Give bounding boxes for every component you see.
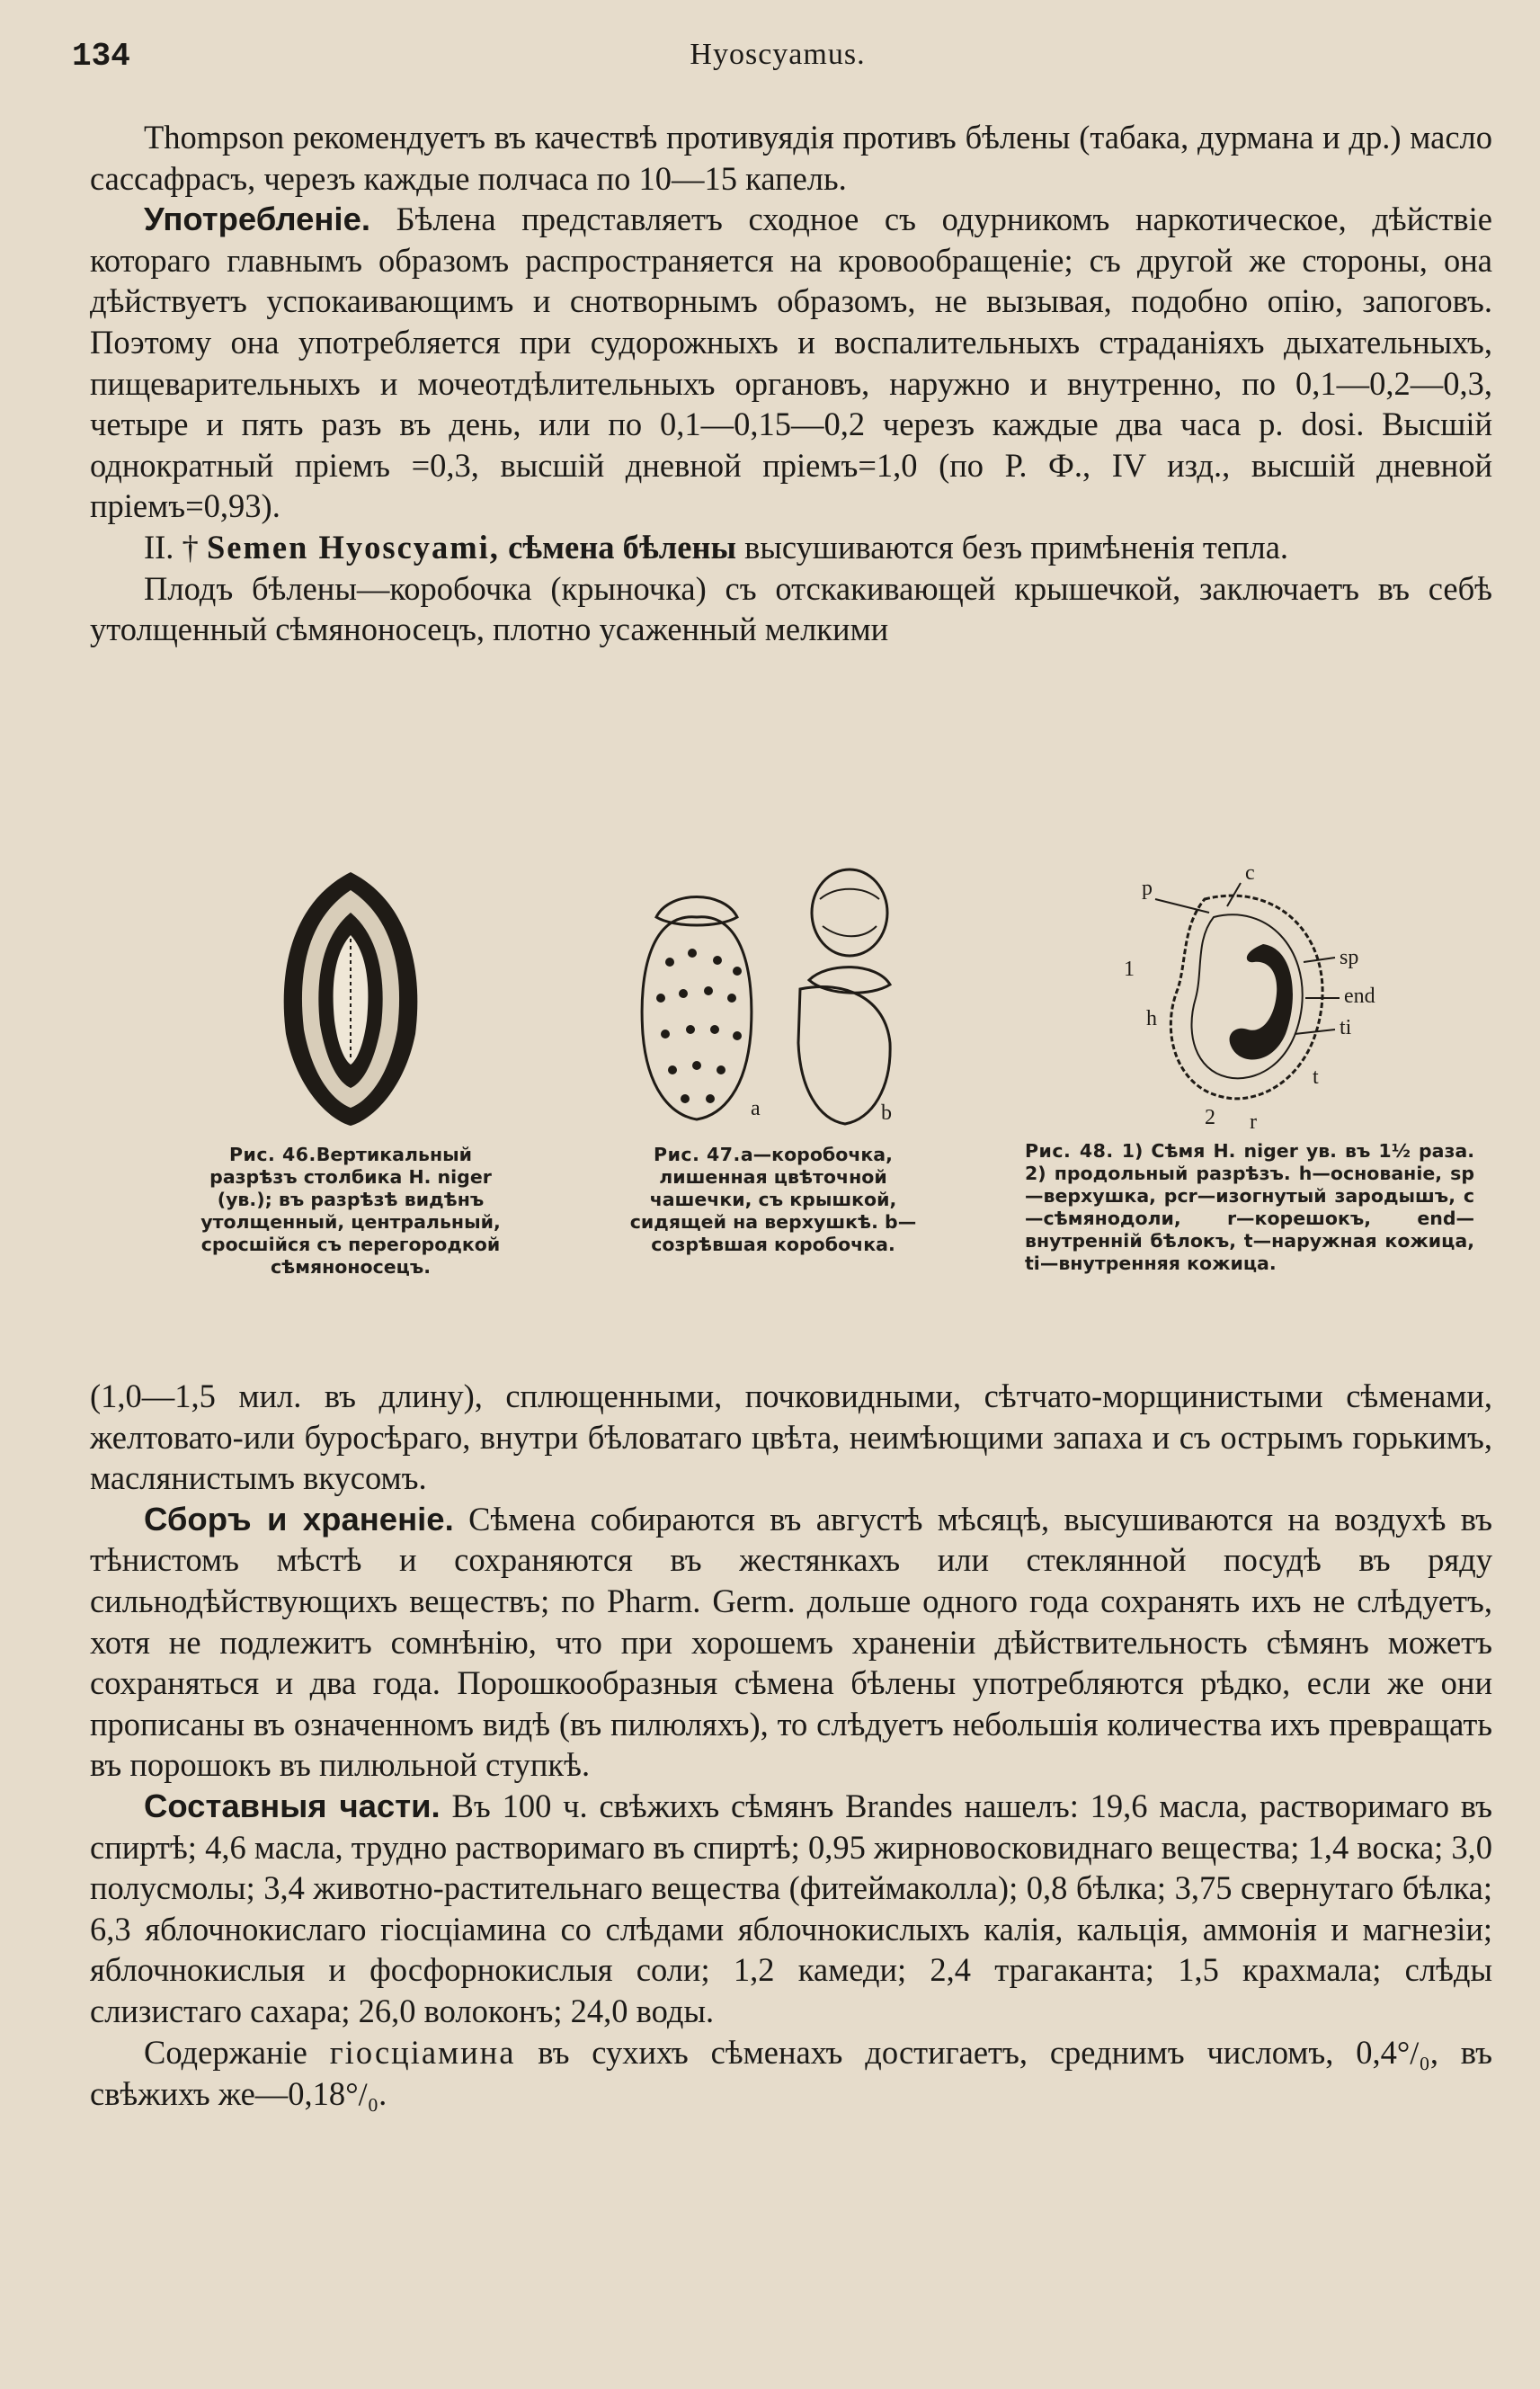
fig46-section-illustration (270, 863, 432, 1133)
figures-row (90, 863, 1492, 1367)
content-text-a: Содержаніе (144, 2033, 330, 2071)
figure-47 (620, 863, 1007, 1256)
fig46-caption-label: Рис. 46. (228, 1144, 316, 1165)
fig48-label-r: r (1250, 1110, 1257, 1133)
fig48-label-p: p (1142, 877, 1153, 900)
content-percent-1: °/₀ (1396, 2034, 1430, 2071)
collection-text: Сѣмена собираются въ августѣ мѣсяцѣ, высушиваются на воздухѣ въ тѣнистомъ мѣстѣ и сохраняются въ жестянкахъ или стеклянной посудѣ въ ряду сильнодѣйствующихъ веществъ; по Pharm. Germ. дольше одного года сохранять ихъ не слѣдуетъ, хотя не подлежитъ сомнѣнію, что при хорошемъ храненіи дѣйствительность сѣмянъ можетъ сохраняться и два года. Порошкообразныя сѣмена бѣлены употребляются рѣдко, если же они прописаны въ означенномъ видѣ (въ пилюляхъ), то слѣдуетъ небольшія количества ихъ превращать въ порошокъ въ пилюльной ступкѣ. (90, 1500, 1492, 1784)
section-heading-components: Составныя части. (144, 1787, 441, 1824)
components-text: Въ 100 ч. свѣжихъ сѣмянъ Brandes нашелъ: 19,6 масла, растворимаго въ спиртѣ; 4,6 масла, трудно растворимаго въ спиртѣ; 0,95 жирновосковиднаго вещества; 1,4 воска; 3,0 полусмолы; 3,4 животно-растительнаго вещества (фитеймаколла); 0,8 бѣлка; 3,75 свернутаго бѣлка; 6,3 яблочнокислаго гіосціамина со слѣдами яблочнокислыхъ калія, кальція, аммонія и магнезіи; яблочнокислыя и фосфорнокислыя соли; 1,2 камеди; 2,4 трагаканта; 1,5 крахмала; слѣды слизистаго сахара; 26,0 волоконъ; 24,0 воды. (90, 1787, 1493, 2029)
fig48-label-t: t (1313, 1065, 1319, 1089)
fig48-label-c: c (1245, 863, 1255, 885)
paragraph-semen (90, 527, 1492, 568)
content-text-c: , въ свѣжихъ же—0,18 (90, 2033, 1492, 2113)
fig47-caption-label: Рис. 47. (654, 1144, 741, 1165)
paragraph-fruit: Плодъ бѣлены—коробочка (крыночка) съ отскакивающей крышечкой, заключаетъ въ себѣ утолщенный сѣмяноносецъ, плотно усаженный мелкими (90, 569, 1492, 648)
fig48-caption-text: 1) Сѣмя H. niger ув. въ 1½ раза. 2) продольный разрѣзъ. h—основаніе, sp—верхушка, pcr—изогнутый зародышъ, c—сѣмянодоли, r—корешокъ, end—внутренній бѣлокъ, t—наружная кожица, ti—внутренняя кожица. (1025, 1140, 1474, 1274)
page-number: 134 (72, 38, 130, 75)
fig47-label-a: a (751, 1097, 761, 1120)
fig46-caption-text: Вертикальный разрѣзъ столбика H. niger (ув.); въ разрѣзѣ видѣнъ утолщенный, центральный, сросшійся съ перегородкой сѣмяноносецъ. (200, 1144, 501, 1278)
fig48-label-ti: ti (1340, 1016, 1352, 1039)
fig48-label-sp: sp (1340, 946, 1359, 969)
fig47-caption (620, 1144, 926, 1256)
fig48-seed-illustration (1025, 863, 1474, 1133)
running-title: Hyoscyamus. (690, 38, 866, 71)
fig48-label-1: 1 (1124, 958, 1135, 981)
fig48-label-end: end (1344, 985, 1375, 1008)
paragraph-components (90, 1786, 1492, 2032)
content-text-b: въ сухихъ сѣменахъ достигаетъ, среднимъ числомъ, 0,4 (515, 2033, 1397, 2071)
fig47-caption-text: a—коробочка, лишенная цвѣточной чашечки, съ крышкой, сидящей на верхушкѣ. b—созрѣвшая коробочка. (629, 1144, 917, 1255)
content-percent-2: °/₀ (345, 2076, 379, 2113)
content-text-d: . (378, 2075, 387, 2113)
semen-text: высушиваются безъ примѣненія тепла. (736, 528, 1289, 566)
fig48-caption-label: Рис. 48. (1025, 1140, 1114, 1162)
paragraph-collection (90, 1499, 1492, 1786)
fig47-capsule-illustration (620, 863, 926, 1133)
fig48-label-2: 2 (1205, 1106, 1215, 1129)
figure-48 (1025, 863, 1492, 1275)
fig48-caption (1025, 1140, 1474, 1275)
fig46-caption (198, 1144, 503, 1279)
usage-text: Бѣлена представляетъ сходное съ одурникомъ наркотическое, дѣйствіе котораго главнымъ образомъ распространяется на кровообращеніе; съ другой же стороны, она дѣйствуетъ успокаивающимъ и снотворнымъ образомъ, не вызывая, подобно опію, запоговъ. Поэтому она употребляется при судорожныхъ и воспалительныхъ страданіяхъ дыхательныхъ, пищеварительныхъ и мочеотдѣлительныхъ органовъ, наружно и внутренно, по 0,1—0,2—0,3, четыре и пять разъ въ день, или по 0,1—0,15—0,2 черезъ каждые два часа p. dosi. Высшій однократный пріемъ =0,3, высшій дневной пріемъ=1,0 (по Р. Ф., IV изд., высшій дневной пріемъ=0,93). (90, 201, 1492, 525)
content-hyoscyamine: гіосціамина (329, 2033, 516, 2071)
bottom-text (90, 1376, 1492, 2116)
section-heading-usage: Употребленіе. (144, 201, 371, 238)
paragraph-usage (90, 199, 1492, 527)
figure-46 (198, 863, 584, 1279)
semen-number: II. † (144, 528, 207, 566)
fig48-label-h: h (1146, 1007, 1157, 1030)
paragraph-seeds: (1,0—1,5 мил. въ длину), сплющенными, почковидными, сѣтчато-морщинистыми сѣменами, желтовато-или буросѣраго, внутри бѣловатаго цвѣта, неимѣющими запаха и съ острымъ горькимъ, маслянистымъ вкусомъ. (90, 1377, 1492, 1497)
paragraph-thompson: Thompson рекомендуетъ въ качествѣ противуядія противъ бѣлены (табака, дурмана и др.) масло сассафрасъ, черезъ каждые полчаса по 10—15 капель. (90, 119, 1492, 197)
top-text (90, 117, 1492, 650)
fig47-label-b: b (881, 1101, 892, 1125)
paragraph-content (90, 2032, 1492, 2116)
page-header (72, 38, 1483, 83)
semen-latin-title: Semen Hyoscyami, (206, 528, 500, 566)
section-heading-collection: Сборъ и храненіе. (144, 1500, 454, 1538)
semen-russian-title: сѣмена бѣлены (499, 528, 736, 566)
